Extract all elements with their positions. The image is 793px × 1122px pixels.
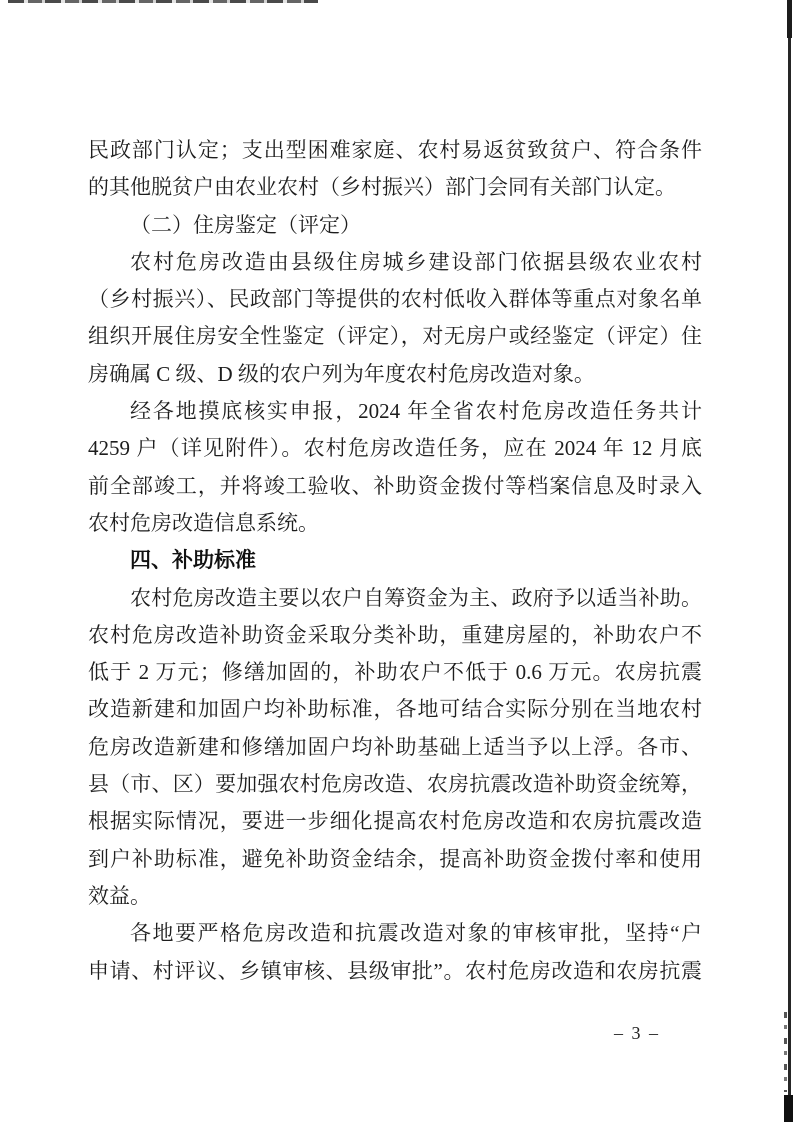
body-line: 危房改造新建和修缮加固户均补助基础上适当予以上浮。各市、	[88, 734, 702, 759]
body-line: 根据实际情况，要进一步细化提高农村危房改造和农房抗震改造	[88, 809, 702, 834]
body-line: 前全部竣工，并将竣工验收、补助资金拨付等档案信息及时录入	[88, 473, 702, 498]
body-line: 农村危房改造补助资金采取分类补助，重建房屋的，补助农户不	[88, 622, 702, 647]
section-heading-subsidy-standard: 四、补助标准	[130, 549, 256, 573]
body-line: 农村危房改造信息系统。	[88, 510, 319, 535]
body-line: 的其他脱贫户由农业农村（乡村振兴）部门会同有关部门认定。	[88, 175, 676, 200]
body-line: 县（市、区）要加强农村危房改造、农房抗震改造补助资金统筹，	[88, 772, 702, 797]
scan-artifact-right-edge	[788, 0, 791, 1122]
text-block	[88, 132, 702, 990]
body-line: 4259 户（详见附件）。农村危房改造任务，应在 2024 年 12 月底	[88, 436, 702, 461]
body-line: 经各地摸底核实申报，2024 年全省农村危房改造任务共计	[130, 399, 702, 424]
scan-artifact-top-edge	[8, 0, 318, 3]
body-line: 到户补助标准，避免补助资金结余，提高补助资金拨付率和使用	[88, 846, 702, 871]
body-line: 效益。	[88, 883, 151, 908]
body-line: 民政部门认定；支出型困难家庭、农村易返贫致贫户、符合条件	[88, 138, 702, 162]
body-line: 农村危房改造主要以农户自筹资金为主、政府予以适当补助。	[130, 585, 702, 610]
body-line: 各地要严格危房改造和抗震改造对象的审核审批，坚持“户	[130, 921, 702, 946]
body-line: 改造新建和加固户均补助标准，各地可结合实际分别在当地农村	[88, 697, 702, 722]
body-line: （乡村振兴）、民政部门等提供的农村低收入群体等重点对象名单	[88, 287, 702, 312]
scan-artifact-right-edge-top	[787, 0, 792, 38]
page-number: – 3 –	[614, 1023, 660, 1043]
body-line: 申请、村评议、乡镇审核、县级审批”。农村危房改造和农房抗震	[88, 958, 702, 983]
body-line: 低于 2 万元；修缮加固的，补助农户不低于 0.6 万元。农房抗震	[88, 660, 702, 685]
body-line: 房确属 C 级、D 级的农户列为年度农村危房改造对象。	[88, 361, 595, 386]
scan-artifact-right-edge-bottom	[784, 1095, 793, 1122]
scan-artifact-right-speckles	[784, 1012, 787, 1092]
body-line: 农村危房改造由县级住房城乡建设部门依据县级农业农村	[130, 249, 702, 274]
body-line: 组织开展住房安全性鉴定（评定），对无房户或经鉴定（评定）住	[88, 324, 702, 349]
subsection-heading-housing-appraisal: （二）住房鉴定（评定）	[130, 212, 361, 237]
